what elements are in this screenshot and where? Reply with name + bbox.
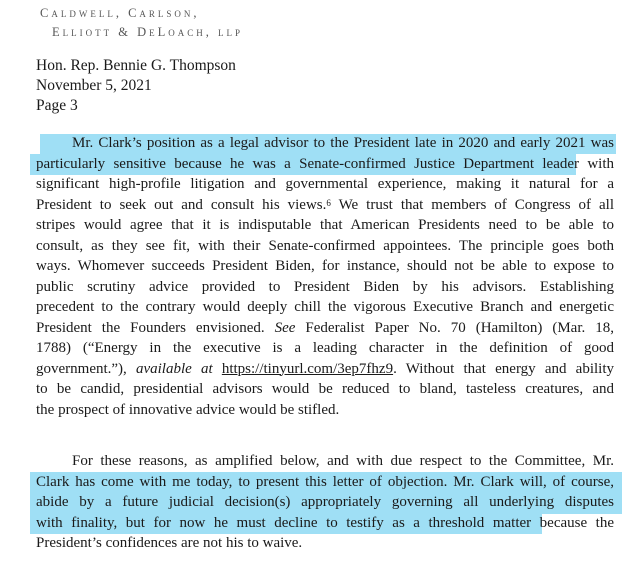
- p2-line: abide by a future judicial decision(s) appropriately governing all underlying disputes: [36, 494, 614, 510]
- paragraph-1: [36, 133, 614, 420]
- p1-text: President to seek out and consult his views.: [36, 196, 327, 213]
- p1-line: precedent to the contrary would deeply chill the vigorous Executive Branch and energetic: [36, 299, 614, 315]
- p2-highlighted-text: with finality, but for now he must decline to testify as a threshold matter: [36, 514, 532, 531]
- p1-line: [36, 195, 614, 216]
- p2-line: For these reasons, as amplified below, and with due respect to the Committee, Mr.: [72, 453, 614, 469]
- addressee-name: Hon. Rep. Bennie G. Thompson: [36, 57, 236, 74]
- p1-line: [36, 318, 614, 339]
- citation-signal: See: [274, 319, 296, 336]
- p1-line: to be candid, presidential advisors would be reduced to bland, tasteless creatures, and: [36, 381, 614, 397]
- p1-line: stripes would agree that it is indisputable that American Presidents need to be able to: [36, 217, 614, 233]
- p1-line: significant high-profile litigation and governmental experience, making it natural for a: [36, 176, 614, 192]
- letterhead-line-2: Elliott & DeLoach, llp: [52, 25, 244, 39]
- letter-date: November 5, 2021: [36, 77, 152, 94]
- p1-text: We trust that members of Congress of all: [330, 196, 614, 213]
- p1-line: ways. Whomever succeeds President Biden, for instance, should not be able to expose to: [36, 258, 614, 274]
- p1-text: President the Founders envisioned.: [36, 319, 275, 336]
- p2-line: President’s confidences are not his to waive.: [36, 535, 303, 551]
- p2-line: [36, 513, 614, 534]
- p1-text: government.”),: [36, 360, 136, 377]
- paragraph-2: [36, 451, 614, 554]
- p1-line: the prospect of innovative advice would be stifled.: [36, 401, 340, 418]
- letterhead-line-1: Caldwell, Carlson,: [40, 6, 200, 20]
- footnote-marker: 6: [326, 197, 331, 208]
- citation-signal: available at: [135, 360, 213, 377]
- p1-line: consult, as they see fit, with their Senate-confirmed appointees. The principle goes both: [36, 237, 614, 254]
- p1-text: Federalist Paper No. 70 (Hamilton) (Mar. 18,: [295, 319, 614, 336]
- p1-line: 1788) (“Energy in the executive is a leading character in the definition of good: [36, 340, 614, 356]
- p2-line: Clark has come with me today, to present this letter of objection. Mr. Clark will, of course,: [36, 473, 614, 490]
- p1-text: with: [579, 155, 615, 172]
- p1-line: [36, 359, 614, 380]
- p2-text: because the: [531, 514, 614, 531]
- letterhead: [40, 4, 243, 42]
- p1-text: . Without that energy and ability: [393, 360, 615, 377]
- p1-line: [36, 154, 614, 175]
- federalist-link[interactable]: https://tinyurl.com/3ep7fhz9: [221, 360, 394, 377]
- p1-highlighted-text: particularly sensitive because he was a Senate-confirmed Justice Department leader: [36, 155, 580, 172]
- addressee-block: [36, 56, 236, 116]
- page-number: Page 3: [36, 97, 78, 114]
- p1-line: public scrutiny advice provided to President Biden by his advisors. Establishing: [36, 278, 614, 295]
- p1-line: Mr. Clark’s position as a legal advisor to the President late in 2020 and early 2021 was: [72, 135, 614, 151]
- p1-text: [213, 361, 222, 377]
